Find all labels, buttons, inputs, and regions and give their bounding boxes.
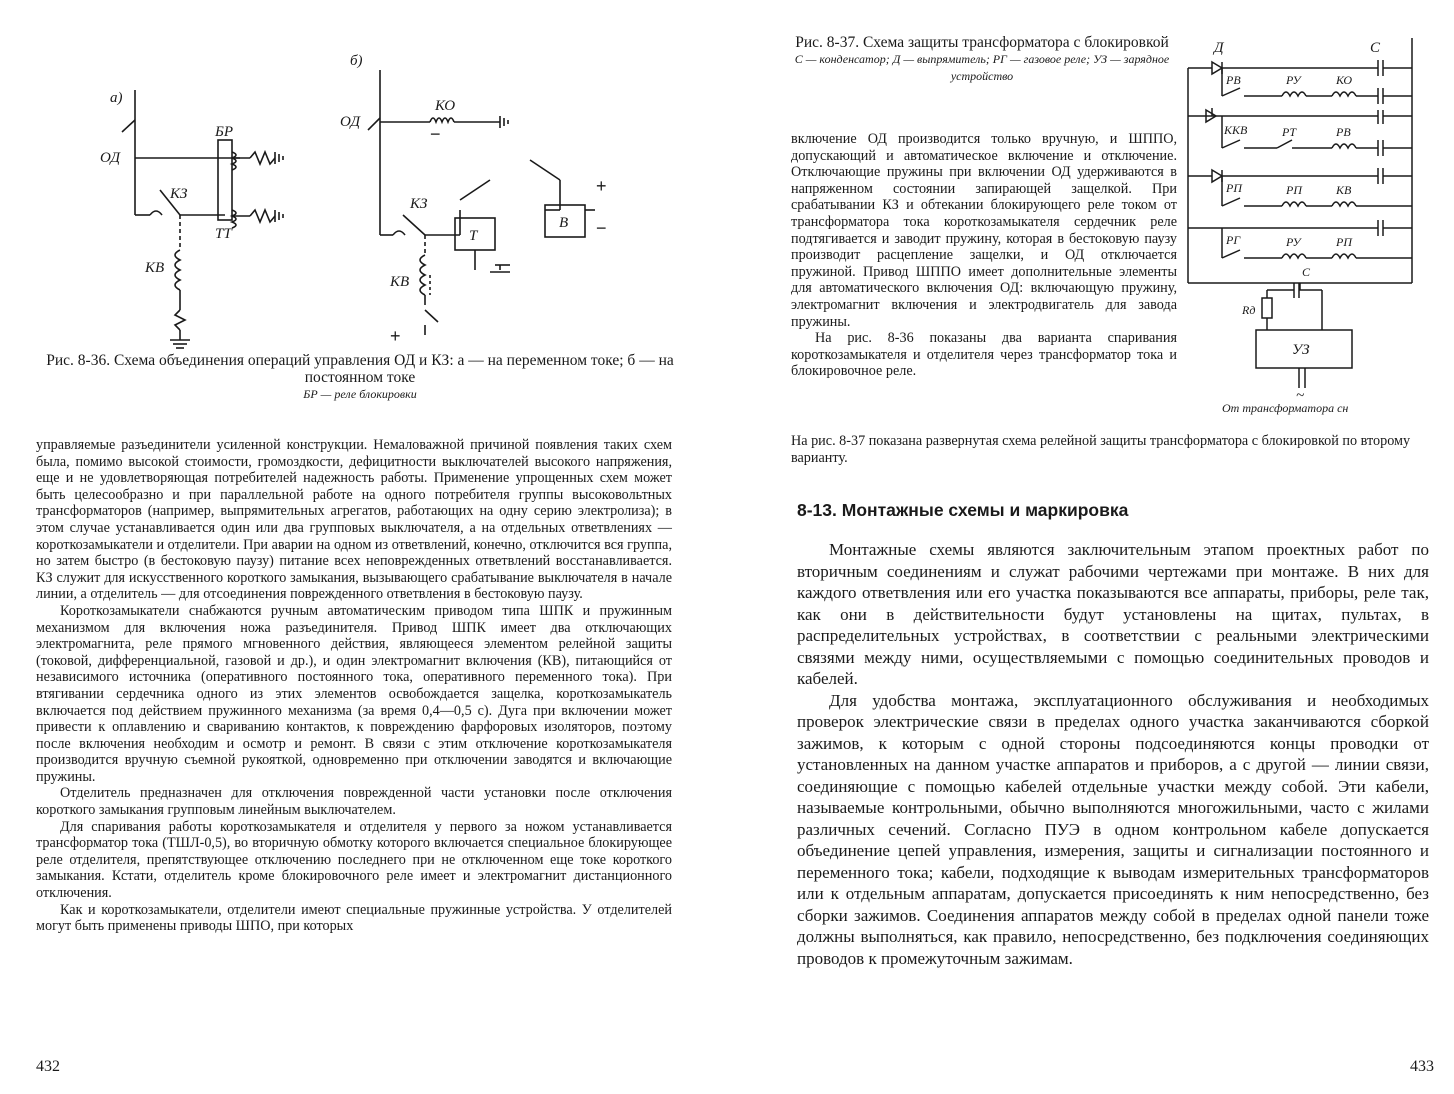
label-kv-r: КВ — [1336, 183, 1352, 197]
paragraph: Для удобства монтажа, эксплуатационного обслуживания и необходимых проверок электрические связи в пределах одного участка заканчиваются сборкой зажимов, к которым с одной стороны подсоединяются концы проводки от установленных на данном участке аппаратов и приборов, а с другой — линии связи, соединяющие с помощью кабелей отдельные участки между собой. Эти кабели, называемые контрольными, обычно выполняются многожильными, часто с жилами различных сечений. Согласно ПУЭ в одном контрольном кабеле допускается объединение цепей управления, измерения, защиты и сигнализации постоянного и переменного тока; кабели, подходящие к выводам измерительных трансформаторов или к отдельным аппаратам, допускается присоединять к ним непосредственно, без сборки зажимов. Соединения аппаратов между собой в пределах одной панели тоже должны выполняться, как правило, непосредственно, без подключения соединяющих проводов к промежуточным зажимам. — [797, 690, 1429, 968]
label-kz-b: КЗ — [410, 196, 428, 212]
figure-8-37-schematic — [1182, 28, 1442, 428]
page-number-right: 433 — [1410, 1058, 1434, 1075]
label-kz-a: КЗ — [170, 186, 188, 202]
left-page-body — [36, 437, 672, 935]
paragraph: Отделитель предназначен для отключения поврежденной части установки после отключения короткого замыкания групповым линейным выключателем. — [36, 785, 672, 819]
label-b: б) — [350, 53, 363, 69]
sign-minus-right: − — [596, 218, 607, 238]
figure-8-37-caption — [787, 34, 1177, 85]
figure-8-36-caption — [35, 352, 685, 403]
right-page — [727, 0, 1454, 1094]
paragraph: Короткозамыкатели снабжаются ручным автоматическим приводом типа ШПК и пружинным механизмом для включения ножа разъединителя. Привод ШПК имеет два отключающих электромагнита, реле прямого мгновенного действия, являющееся элементом релейной защиты (токовой, дифференциальной, газовой и др.), и один электромагнит включения (КВ), питающийся от независимого источника (оперативного постоянного тока, оперативного переменного тока). При втягивании сердечника одного из этих элементов освобождается защелка, короткозамыкатель включается под действием пружинного механизма (за время 0,4—0,5 с). Дуга при включении может привести к оплавлению и свариванию контактов, к повреждению фарфоровых изоляторов, поэтому после включения необходим и осмотр и ремонт. В связи с этим отключение короткозамыкателя производится вручную съемной рукояткой, одновременно при отключении заводятся и включающие пружины. — [36, 602, 672, 785]
paragraph: На рис. 8-36 показаны два варианта спаривания короткозамыкателя и отделителя через трансформатор тока и блокировочное реле. — [791, 330, 1177, 380]
page-number-left: 432 — [36, 1058, 60, 1075]
label-v: В — [559, 215, 569, 231]
sign-minus-top: − — [430, 124, 441, 144]
label-rg: РГ — [1226, 233, 1241, 247]
label-ru-2: РУ — [1286, 235, 1301, 249]
paragraph: Как и короткозамыкатели, отделители имеют специальные пружинные устройства. У отделителей могут быть применены приводы ШПО, при которых — [36, 901, 672, 935]
label-rp-3: РП — [1336, 235, 1352, 249]
label-d: Д — [1214, 40, 1224, 56]
paragraph: включение ОД производится только вручную, и ШППО, допускающий и автоматическое включение и отключение. Отключающие пружины при включении ОД удерживаются в напряженном состоянии запирающей защелкой. При срабатывании КЗ и обтекании блокирующего реле током от трансформатора тока короткозамыкателя сердечник реле подтягивается и заводит пружину, которая в бестоковую паузу производит расцепление защелки, и ОД отключается пружиной. Привод ШППО имеет дополнительные элементы для автоматического включения ОД: включающую пружину, электромагнит включения и электродвигатель для завода пружины. — [791, 131, 1177, 330]
figure-8-36-caption-note: БР — реле блокировки — [303, 387, 417, 401]
label-kv-a: КВ — [145, 260, 165, 276]
label-uz: УЗ — [1292, 342, 1310, 358]
paragraph: управляемые разъединители усиленной конструкции. Немаловажной причиной появления таких схем была, помимо высокой стоимости, громоздкости, дефицитности выключателей высокого напряжения, еще и не удовлетворяющая потребителей надежность работы. Применение упрощенных схем может быть целесообразно и при параллельной работе на одного потребителя группы высоковольтных трансформаторов (например, выпрямительных агрегатов, работающих на одну серию электролиза); в этом случае устанавливается один или два групповых выключателя, а на отдельных ответвлениях — короткозамыкатели и отделители. При аварии на одном из ответвлений, конечно, отключится вся группа, но затем быстро (в бестоковую паузу) питание всех неповрежденных ответвлений восстанавливается. КЗ служит для искусственного короткого замыкания, вызывающего срабатывание выключателя в начале линии, а отделитель — для отсоединения поврежденного ответвления в бестоковую паузу. — [36, 437, 672, 603]
sign-plus-bottom: + — [390, 326, 401, 346]
label-rv: РВ — [1226, 73, 1241, 87]
figure-8-36-caption-main: Рис. 8-36. Схема объединения операций управления ОД и КЗ: а — на переменном токе; б — на постоянном токе — [46, 352, 674, 386]
label-rv-2: РВ — [1336, 125, 1351, 139]
paragraph: Монтажные схемы являются заключительным этапом проектных работ по вторичным соединениям и служат рабочими чертежами при монтаже. В них для каждого ответвления или его участка показываются все аппараты, приборы, реле так, как они в действительности будут установлены на щитах, пультах, в распределительных устройствах, в соответствии с реальными электрическими связями между ними, осуществляемыми с помощью соединительных проводов и кабелей. — [797, 540, 1429, 688]
label-kv-b: КВ — [390, 274, 410, 290]
figure-8-36-schematic — [100, 40, 700, 360]
label-a: а) — [110, 90, 123, 106]
label-rt: РТ — [1282, 125, 1297, 139]
label-od-a: ОД — [100, 150, 121, 166]
label-od-b: ОД — [340, 114, 361, 130]
label-c-top: С — [1370, 40, 1381, 56]
label-br: БР — [215, 124, 234, 140]
section-heading: 8-13. Монтажные схемы и маркировка — [797, 500, 1129, 520]
label-c-mid: С — [1302, 265, 1311, 279]
label-rp-2: РП — [1286, 183, 1302, 197]
label-ru-1: РУ — [1286, 73, 1301, 87]
label-ko-r: КО — [1336, 73, 1353, 87]
paragraph: На рис. 8-37 показана развернутая схема релейной защиты трансформатора с блокировкой по второму варианту. — [791, 433, 1411, 466]
label-rp-1: РП — [1226, 181, 1242, 195]
label-t: Т — [469, 228, 478, 244]
label-tt: ТТ — [215, 226, 232, 242]
label-tilde: ~ — [1296, 388, 1305, 404]
label-rd: Rд — [1242, 303, 1256, 317]
right-page-body — [797, 539, 1429, 969]
figure-8-37-caption-note: С — конденсатор; Д — выпрямитель; РГ — газовое реле; УЗ — зарядное устройство — [794, 52, 1170, 83]
label-ko: КО — [435, 98, 456, 114]
paragraph: Для спаривания работы короткозамыкателя и отделителя у первого за ножом устанавливается трансформатор тока (ТШЛ-0,5), во вторичную обмотку которого включается специальное блокирующее реле отделителя, препятствующее отключению последнего при не отключенном еще токе короткого замыкания. Кстати, отделитель кроме блокировочного реле имеет и электромагнит дистанционного отключения. — [36, 818, 672, 902]
label-source: От трансформатора сн — [1222, 401, 1349, 415]
figure-8-37-caption-main: Рис. 8-37. Схема защиты трансформатора с блокировкой — [795, 34, 1169, 51]
sign-plus-right: + — [596, 176, 607, 196]
label-kkv: ККВ — [1224, 123, 1248, 137]
right-page-wide-text — [791, 433, 1431, 466]
right-page-narrow-text — [791, 131, 1177, 380]
